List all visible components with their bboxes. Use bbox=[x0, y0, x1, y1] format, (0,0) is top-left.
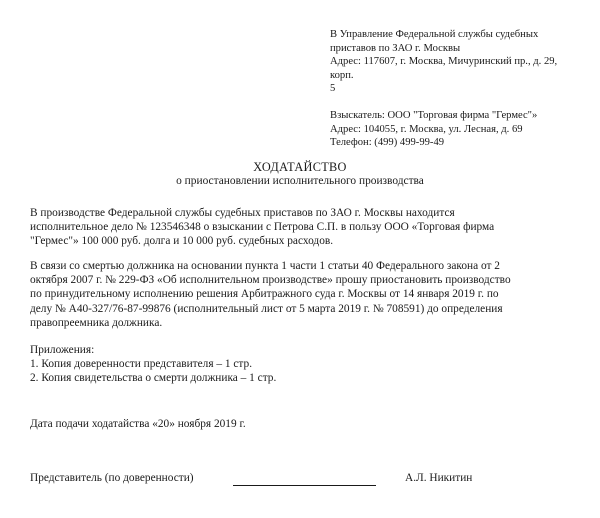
paragraph-line: исполнительное дело № 123546348 о взыскании с Петрова С.П. в пользу ООО «Торговая фирма bbox=[30, 221, 495, 234]
addressee-address-line: Адрес: 117607, г. Москва, Мичуринский пр., д. 29, bbox=[330, 56, 558, 68]
paragraph-line: октября 2007 г. № 229-ФЗ «Об исполнительном производстве» прошу приостановить производство bbox=[30, 274, 511, 287]
addressee-line: приставов по ЗАО г. Москвы bbox=[330, 42, 461, 54]
signature-label: Представитель (по доверенности) bbox=[30, 472, 194, 484]
attachments-heading: Приложения: bbox=[30, 344, 95, 356]
attachment-item: 2. Копия свидетельства о смерти должника – 1 стр. bbox=[30, 372, 277, 385]
attachments-block bbox=[30, 343, 585, 386]
claimant-address: Адрес: 104055, г. Москва, ул. Лесная, д. 69 bbox=[330, 123, 523, 135]
addressee-block bbox=[330, 28, 592, 150]
paragraph-line: правопреемника должника. bbox=[30, 316, 163, 329]
submission-date: Дата подачи ходатайства «20» ноября 2019 г. bbox=[30, 418, 246, 430]
paragraph-line: В связи со смертью должника на основании пункта 1 части 1 статьи 40 Федерального закона от 2 bbox=[30, 260, 500, 272]
signature-line bbox=[233, 485, 376, 486]
paragraph-line: по принудительному исполнению решения Арбитражного суда г. Москвы от 14 января 2019 г. по bbox=[30, 288, 499, 301]
addressee-address-line: корп. bbox=[330, 69, 354, 81]
paragraph-line: "Гермес"» 100 000 руб. долга и 10 000 руб. судебных расходов. bbox=[30, 235, 334, 248]
claimant-name: Взыскатель: ООО "Торговая фирма "Гермес"» bbox=[330, 109, 538, 121]
paragraph-line: В производстве Федеральной службы судебных приставов по ЗАО г. Москвы находится bbox=[30, 207, 455, 219]
document-subtitle: о приостановлении исполнительного производства bbox=[176, 175, 424, 187]
signatory-name: А.Л. Никитин bbox=[405, 472, 473, 484]
document-title: ХОДАТАЙСТВО bbox=[253, 160, 347, 174]
addressee-address-line: 5 bbox=[330, 83, 336, 95]
paragraph-request bbox=[30, 259, 585, 330]
paragraph-line: делу № А40-327/76-87-99876 (исполнительный лист от 5 марта 2019 г. № 708591) до определения bbox=[30, 302, 503, 315]
paragraph-case-info bbox=[30, 206, 585, 249]
attachment-item: 1. Копия доверенности представителя – 1 стр. bbox=[30, 358, 253, 371]
claimant-phone: Телефон: (499) 499-99-49 bbox=[330, 137, 445, 149]
addressee-line: В Управление Федеральной службы судебных bbox=[330, 29, 539, 40]
